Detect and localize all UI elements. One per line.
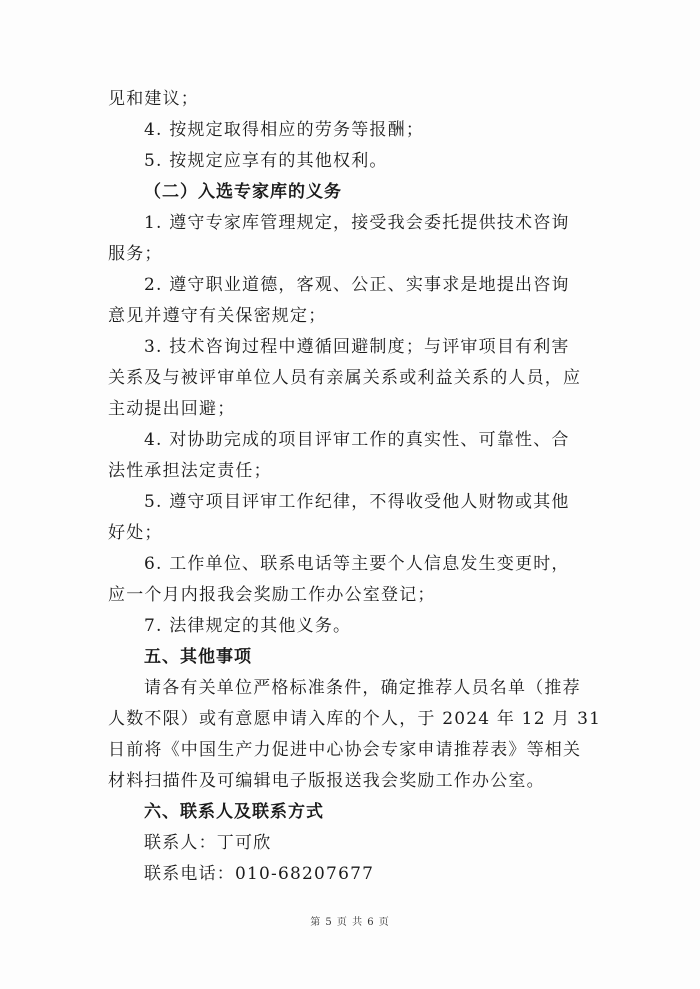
text-line: 意见并遵守有关保密规定； (108, 306, 327, 326)
text-line: 请各有关单位严格标准条件，确定推荐人员名单（推荐 (144, 678, 581, 698)
text-line: 2. 遵守职业道德，客观、公正、实事求是地提出咨询 (144, 275, 570, 295)
text-line: 日前将《中国生产力促进中心协会专家申请推荐表》等相关 (108, 740, 582, 760)
section-heading: 六、联系人及联系方式 (144, 802, 324, 822)
text-line: 应一个月内报我会奖励工作办公室登记； (108, 585, 436, 605)
text-line: 法性承担法定责任； (108, 461, 272, 481)
contact-person: 联系人：丁可欣 (144, 833, 272, 853)
text-line: 好处； (108, 523, 163, 543)
text-line: 6. 工作单位、联系电话等主要个人信息发生变更时， (144, 554, 570, 574)
text-line: 3. 技术咨询过程中遵循回避制度；与评审项目有利害 (144, 337, 570, 357)
text-line: 1. 遵守专家库管理规定，接受我会委托提供技术咨询 (144, 213, 570, 233)
section-heading: （二）入选专家库的义务 (144, 182, 342, 202)
text-line: 4. 对协助完成的项目评审工作的真实性、可靠性、合 (144, 430, 570, 450)
section-heading: 五、其他事项 (144, 647, 252, 667)
text-line: 材料扫描件及可编辑电子版报送我会奖励工作办公室。 (108, 771, 545, 791)
document-body (108, 84, 602, 890)
text-line: 7. 法律规定的其他义务。 (144, 616, 352, 636)
text-line: 人数不限）或有意愿申请入库的个人，于 2024 年 12 月 31 (108, 709, 602, 729)
text-line: 主动提出回避； (108, 399, 236, 419)
contact-phone: 联系电话：010-68207677 (144, 864, 375, 884)
text-line: 5. 遵守项目评审工作纪律，不得收受他人财物或其他 (144, 492, 570, 512)
page-footer: 第 5 页 共 6 页 (310, 917, 390, 928)
text-line: 5. 按规定应享有的其他权利。 (144, 151, 388, 171)
text-line: 服务； (108, 244, 163, 264)
text-line: 4. 按规定取得相应的劳务等报酬； (144, 120, 425, 140)
text-line: 见和建议； (108, 89, 199, 109)
text-line: 关系及与被评审单位人员有亲属关系或利益关系的人员，应 (108, 368, 582, 388)
